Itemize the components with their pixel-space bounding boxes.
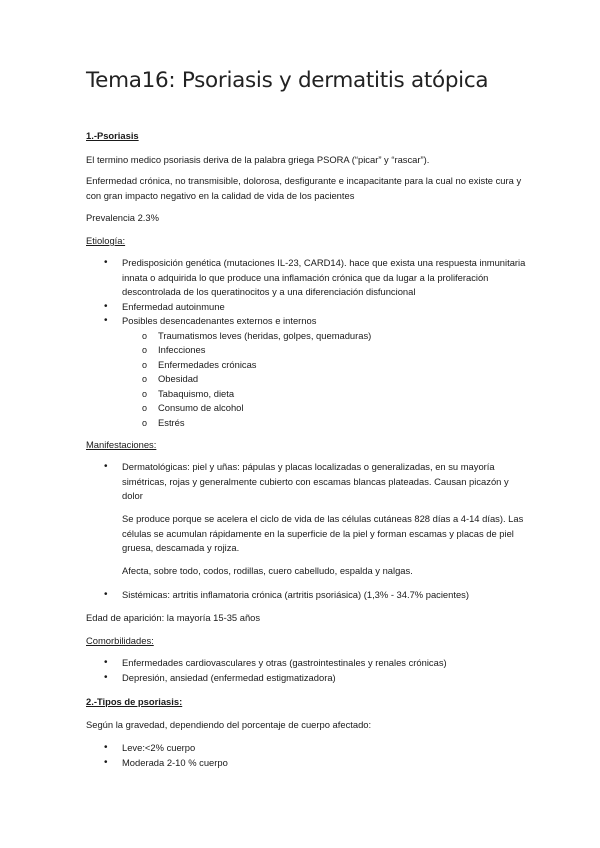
heading-etiologia: Etiología: bbox=[86, 235, 126, 246]
etiologia-list bbox=[86, 256, 526, 430]
list-item: • Sistémicas: artritis inflamatoria crónica (artritis psoriásica) (1,3% - 34.7% pacientes) bbox=[86, 588, 526, 603]
paragraph-edad: Edad de aparición: la mayoría 15-35 años bbox=[86, 612, 261, 623]
sub-list-item: o Enfermedades crónicas bbox=[86, 358, 526, 373]
manifestaciones-list bbox=[86, 460, 526, 504]
sub-list-item: o Obesidad bbox=[86, 372, 526, 387]
list-item: • Moderada 2-10 % cuerpo bbox=[86, 756, 526, 771]
page-title: Tema16: Psoriasis y dermatitis atópica bbox=[86, 68, 489, 93]
list-item: • Depresión, ansiedad (enfermedad estigmatizadora) bbox=[86, 671, 526, 686]
list-item: • Enfermedad autoinmune bbox=[86, 300, 526, 315]
sub-list-item: o Infecciones bbox=[86, 343, 526, 358]
list-item: • Posibles desencadenantes externos e internos bbox=[86, 314, 526, 329]
list-item: • Predisposición genética (mutaciones IL-23, CARD14). hace que exista una respuesta inmunitaria innata o adquirida lo que produce una inflamación crónica que da lugar a la proliferación descontrolada de los queratinocitos y a una diferenciación disfuncional bbox=[86, 256, 526, 300]
paragraph-segun: Según la gravedad, dependiendo del porcentaje de cuerpo afectado: bbox=[86, 719, 372, 730]
paragraph-termino: El termino medico psoriasis deriva de la palabra griega PSORA (“picar” y “rascar”). bbox=[86, 154, 430, 165]
paragraph-enfermedad: Enfermedad crónica, no transmisible, dolorosa, desfigurante e incapacitante para la cual no existe cura y con gran impacto negativo en la calidad de vida de los pacientes bbox=[86, 175, 522, 201]
section-heading-psoriasis: 1.-Psoriasis bbox=[86, 130, 139, 141]
sub-list-item: o Estrés bbox=[86, 416, 526, 431]
paragraph-ciclo-celulas: Se produce porque se acelera el ciclo de vida de las células cutáneas 828 días a 4-14 días). Las células se acumulan rápidamente en la superficie de la piel y forman escamas y placas de piel gruesa, descamada y rojiza. bbox=[122, 513, 524, 553]
paragraph-prevalencia: Prevalencia 2.3% bbox=[86, 212, 159, 223]
sistemicas-list bbox=[86, 588, 526, 603]
heading-comorbilidades: Comorbilidades: bbox=[86, 635, 154, 646]
sub-list-item: o Consumo de alcohol bbox=[86, 401, 526, 416]
sub-list-item: o Tabaquismo, dieta bbox=[86, 387, 526, 402]
sub-list-item: o Traumatismos leves (heridas, golpes, quemaduras) bbox=[86, 329, 526, 344]
list-item: • Enfermedades cardiovasculares y otras (gastrointestinales y renales crónicas) bbox=[86, 656, 526, 671]
list-item: • Dermatológicas: piel y uñas: pápulas y placas localizadas o generalizadas, en su mayoría simétricas, rojas y generalmente cubierto con escamas blancas plateadas. Causan picazón y dolor bbox=[86, 460, 526, 504]
section-heading-tipos: 2.-Tipos de psoriasis: bbox=[86, 696, 183, 707]
list-item: • Leve:<2% cuerpo bbox=[86, 741, 526, 756]
tipos-list bbox=[86, 741, 526, 770]
paragraph-afecta: Afecta, sobre todo, codos, rodillas, cuero cabelludo, espalda y nalgas. bbox=[122, 565, 413, 576]
heading-manifestaciones: Manifestaciones: bbox=[86, 439, 157, 450]
comorbilidades-list bbox=[86, 656, 526, 685]
